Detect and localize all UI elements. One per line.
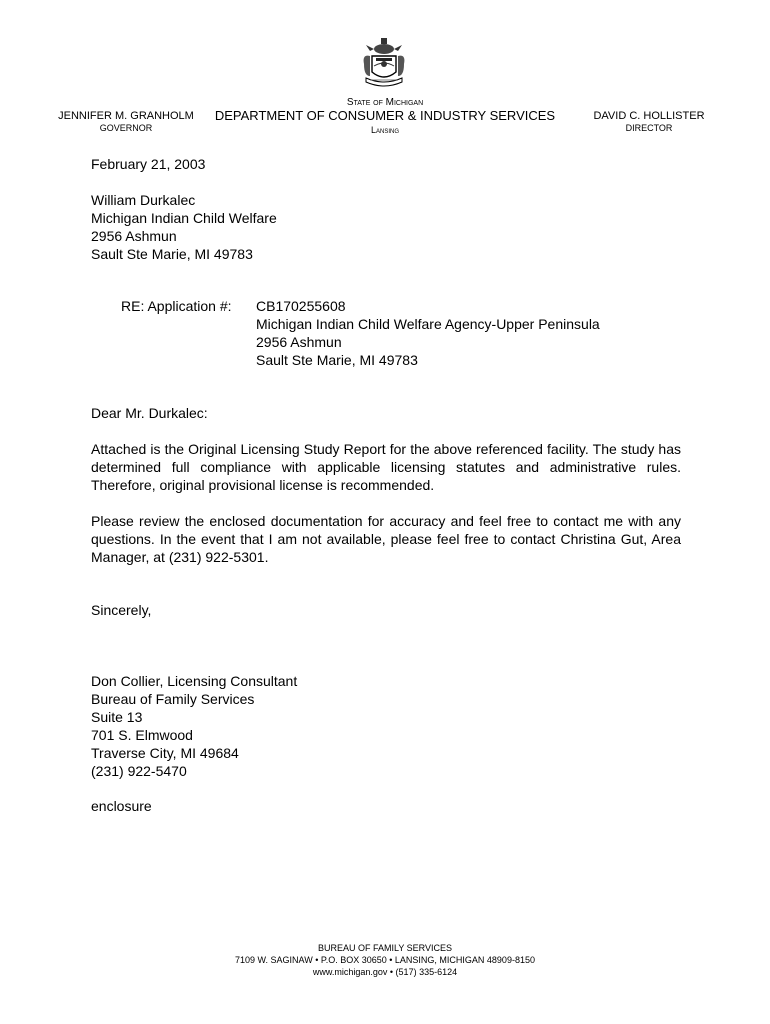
footer-address: 7109 W. SAGINAW • P.O. BOX 30650 • LANSING, MICHIGAN 48909-8150 <box>235 955 535 965</box>
recipient-line: Sault Ste Marie, MI 49783 <box>91 246 253 262</box>
signature-block <box>91 672 297 780</box>
recipient-line: William Durkalec <box>91 192 196 208</box>
director-block <box>590 110 708 134</box>
governor-name: JENNIFER M. GRANHOLM <box>58 110 194 122</box>
re-label: RE: Application #: <box>121 298 232 314</box>
footer-contact: www.michigan.gov • (517) 335-6124 <box>312 967 458 977</box>
signature-line: 701 S. Elmwood <box>91 727 193 743</box>
body-paragraph <box>91 440 681 494</box>
page-footer <box>0 942 770 978</box>
facility-name: Michigan Indian Child Welfare Agency-Upper Peninsula <box>256 316 600 332</box>
signature-line: Suite 13 <box>91 709 143 725</box>
application-number: CB170255608 <box>256 298 346 314</box>
body-paragraph <box>91 512 681 566</box>
signature-line: (231) 922-5470 <box>91 763 187 779</box>
department-name: DEPARTMENT OF CONSUMER & INDUSTRY SERVICES <box>214 108 556 123</box>
director-title: DIRECTOR <box>625 123 673 133</box>
facility-street: 2956 Ashmun <box>256 334 342 350</box>
re-details <box>256 297 600 369</box>
signature-line: Bureau of Family Services <box>91 691 255 707</box>
enclosure-note: enclosure <box>91 798 152 814</box>
paragraph-text: Attached is the Original Licensing Study Report for the above referenced facility. The study has determined full compliance with applicable licensing statutes and administrative rules. Therefore, original provisional license is recommended. <box>91 441 681 493</box>
footer-bureau: BUREAU OF FAMILY SERVICES <box>317 943 453 953</box>
closing: Sincerely, <box>91 602 152 618</box>
michigan-state-seal-icon <box>356 36 412 94</box>
state-heading: State of Michigan <box>346 97 424 108</box>
director-name: DAVID C. HOLLISTER <box>593 110 705 122</box>
recipient-line: Michigan Indian Child Welfare <box>91 210 277 226</box>
city-name: Lansing <box>370 125 399 135</box>
letter-date: February 21, 2003 <box>91 156 206 172</box>
recipient-line: 2956 Ashmun <box>91 228 177 244</box>
signature-line: Don Collier, Licensing Consultant <box>91 673 298 689</box>
governor-title: GOVERNOR <box>99 123 153 133</box>
salutation: Dear Mr. Durkalec: <box>91 405 208 421</box>
signature-line: Traverse City, MI 49684 <box>91 745 239 761</box>
paragraph-text: Please review the enclosed documentation for accuracy and feel free to contact me with any questions. In the event that I am not available, please feel free to contact Christina Gut, Area Manager, at (231) 922-5301. <box>91 513 681 565</box>
facility-city: Sault Ste Marie, MI 49783 <box>256 352 418 368</box>
recipient-address <box>91 191 277 263</box>
